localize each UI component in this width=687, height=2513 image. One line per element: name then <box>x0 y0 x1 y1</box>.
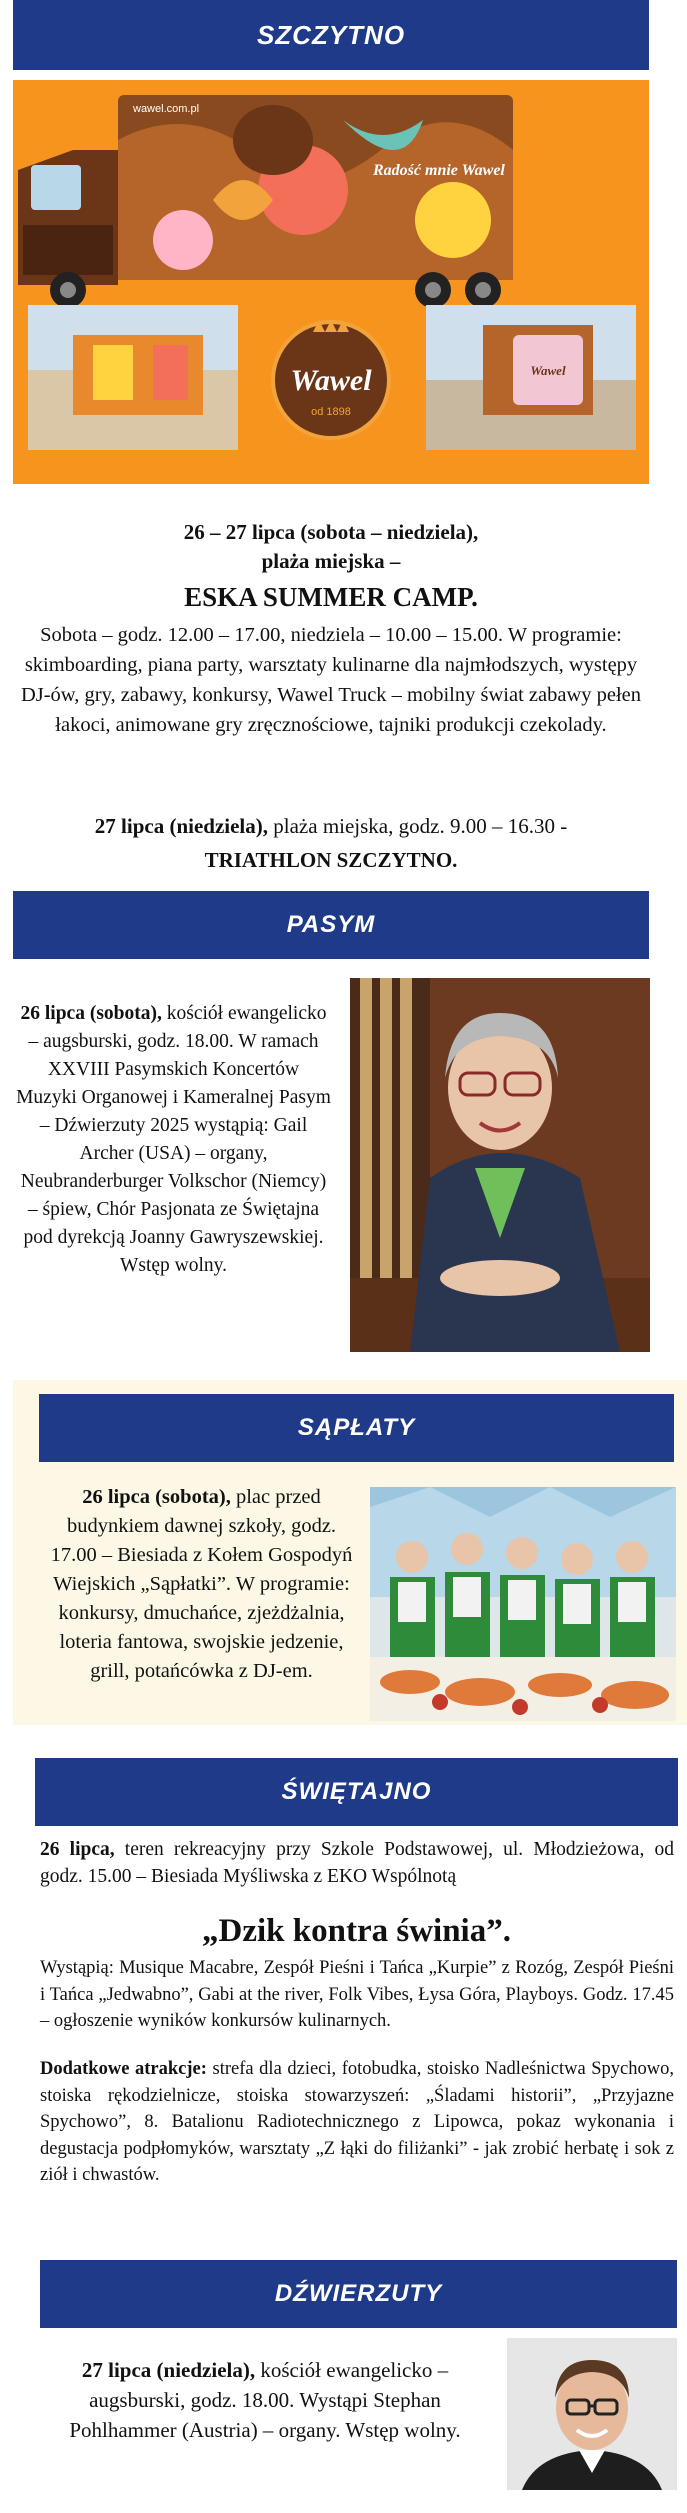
section-header-szczytno: SZCZYTNO <box>13 0 649 70</box>
section-header-saplaty: SĄPŁATY <box>39 1394 674 1462</box>
dzwierzuty-text: kościół ewangelicko – augsburski, godz. 18.00. Wystąpi Stephan Pohlhammer (Austria) – organy. Wstęp wolny. <box>69 2358 461 2442</box>
section-header-dzwierzuty: DŹWIERZUTY <box>40 2260 677 2328</box>
swietajno-date: 26 lipca, <box>40 1839 115 1860</box>
swietajno-intro-text: teren rekreacyjny przy Szkole Podstawowej, ul. Młodzieżowa, od godz. 15.00 – Biesiada Myśliwska z EKO Wspólnotą <box>40 1839 674 1887</box>
szczytno-event1-place: plaża miejska – <box>261 549 401 573</box>
szczytno-event1-desc: Sobota – godz. 12.00 – 17.00, niedziela – 10.00 – 15.00. W programie: skimboarding, piana party, warsztaty kulinarne dla najmłodszych, występy DJ-ów, gry, zabawy, konkursy, Wawel Truck – mobilny świat zabawy pełen łakoci, animowane gry zręcznościowe, tajniki produkcji czekolady. <box>20 624 642 736</box>
dzwierzuty-desc <box>40 2355 490 2445</box>
szczytno-event2-title: TRIATHLON SZCZYTNO. <box>204 848 458 872</box>
saplatki-group-photo <box>370 1487 676 1721</box>
szczytno-event1-title: ESKA SUMMER CAMP. <box>184 582 478 612</box>
swietajno-extra-text: strefa dla dzieci, fotobudka, stoisko Nadleśnictwa Spychowo, stoiska rękodzielnicze, stoiska stowarzyszeń: „Śladami historii”, „Przyjazne Spychowo”, 8. Batalionu Radiotechnicznego z Lipowca, pokaz wykonania i degustacja podpłomyków, warsztaty „Z łąki do filiżanki” - jak zrobić herbatę i sok z ziół i chwastów. <box>40 2059 674 2185</box>
swietajno-extra <box>40 2056 674 2189</box>
wawel-logo-year: od 1898 <box>311 406 351 418</box>
truck-slogan: Radość mnie Wawel <box>373 162 505 179</box>
box-logo: Wawel <box>530 363 566 378</box>
section-header-swietajno: ŚWIĘTAJNO <box>35 1758 678 1826</box>
saplaty-date: 26 lipca (sobota), <box>82 1486 231 1508</box>
swietajno-intro <box>40 1836 674 1890</box>
szczytno-event2 <box>13 812 649 841</box>
section-header-pasym: PASYM <box>13 891 649 959</box>
szczytno-event2-date: 27 lipca (niedziela), <box>94 814 269 838</box>
stephan-pohlhammer-photo <box>507 2338 677 2490</box>
gail-archer-photo <box>350 978 650 1352</box>
swietajno-performers: Wystąpią: Musique Macabre, Zespół Pieśni i Tańca „Kurpie” z Rozóg, Zespół Pieśni i Tańca „Jedwabno”, Gabi at the river, Folk Vibes, Łysa Góra, Playboys. Godz. 17.45 – ogłoszenie wyników konkursów kulinarnych. <box>40 1958 674 2031</box>
pasym-date: 26 lipca (sobota), <box>20 1003 162 1024</box>
dzwierzuty-date: 27 lipca (niedziela), <box>81 2358 256 2382</box>
wawel-truck-banner <box>13 80 649 484</box>
wawel-logo-text: Wawel <box>290 364 372 397</box>
pasym-desc <box>16 1000 331 1280</box>
saplaty-desc <box>44 1483 359 1686</box>
swietajno-extra-label: Dodatkowe atrakcje: <box>40 2059 207 2079</box>
truck-url: wawel.com.pl <box>133 103 200 115</box>
pasym-text: kościół ewangelicko – augsburski, godz. 18.00. W ramach XXVIII Pasymskich Koncertów Muzyki Organowej i Kameralnej Pasym – Dźwierzuty 2025 wystąpią: Gail Archer (USA) – organy, Neubranderburger Volkschor (Niemcy) – śpiew, Chór Pasjonata ze Świętajna pod dyrekcją Joanny Gawryszewskiej. Wstęp wolny. <box>16 1003 331 1276</box>
szczytno-event2-place: plaża miejska, godz. 9.00 – 16.30 - <box>268 814 568 838</box>
saplaty-text: plac przed budynkiem dawnej szkoły, godz. 17.00 – Biesiada z Kołem Gospodyń Wiejskich „Sąpłatki”. W programie: konkursy, dmuchańce, zjeżdżalnia, loteria fantowa, swojskie jedzenie, grill, potańcówka z DJ-em. <box>50 1486 353 1682</box>
swietajno-title: „Dzik kontra świnia”. <box>202 1913 511 1949</box>
szczytno-event1-date: 26 – 27 lipca (sobota – niedziela), <box>183 520 479 544</box>
